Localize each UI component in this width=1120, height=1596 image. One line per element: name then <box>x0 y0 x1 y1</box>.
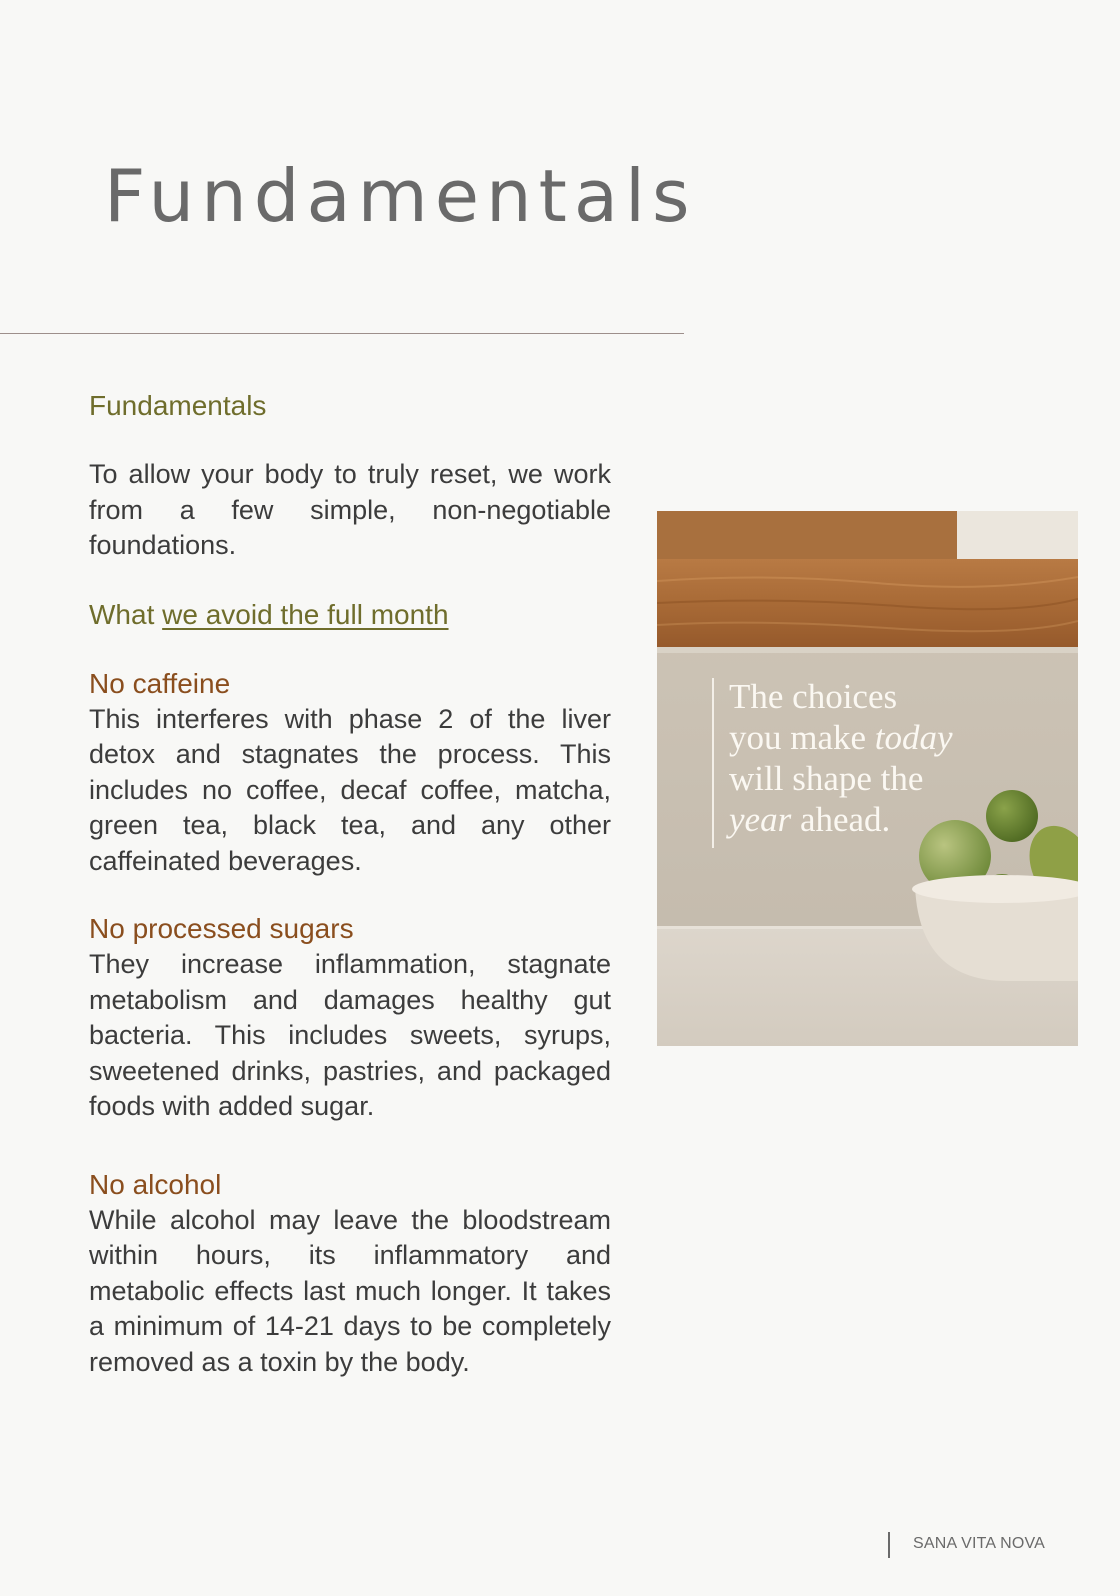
avoid-subheading-link[interactable]: we avoid the full month <box>162 598 449 630</box>
section-heading: Fundamentals <box>89 390 267 421</box>
avoid-subheading-prefix: What <box>89 598 163 630</box>
rule-text: This interferes with phase 2 of the liver detox and stagnates the process. This includes no coffee, decaf coffee, matcha, green tea, black tea, and any other caffeinated beverages. <box>89 703 611 876</box>
quote-accent-bar <box>712 678 714 848</box>
avoid-subheading <box>89 596 611 634</box>
photo-quote <box>729 676 1029 840</box>
rule-title: No processed sugars <box>89 913 354 944</box>
footer-brand: SANA VITA NOVA <box>913 1535 1046 1552</box>
rule-no-processed-sugars <box>89 911 611 1125</box>
quote-line-4-emphasis: year <box>729 800 792 839</box>
rule-no-caffeine <box>89 666 611 880</box>
footer-divider <box>888 1532 890 1558</box>
quote-line-2-emphasis: today <box>874 718 953 757</box>
page-title: Fundamentals <box>104 154 697 238</box>
rule-no-alcohol <box>89 1167 611 1381</box>
main-content <box>89 387 611 1380</box>
rule-title: No caffeine <box>89 667 231 699</box>
quote-line-3: will shape the <box>729 759 924 798</box>
intro-paragraph: To allow your body to truly reset, we work from a few simple, non-negotiable foundations. <box>89 459 611 560</box>
rule-title: No alcohol <box>89 1168 222 1200</box>
rule-text: They increase inflammation, stagnate metabolism and damages healthy gut bacteria. This includes sweets, syrups, sweetened drinks, pastries, and packaged foods with added sugar. <box>89 949 611 1121</box>
quote-line-2a: you make <box>729 718 875 757</box>
quote-line-1: The choices <box>729 677 898 716</box>
quote-line-4b: ahead. <box>791 800 891 839</box>
fruit-bowl-photo <box>657 511 1078 1046</box>
title-divider <box>0 333 684 334</box>
rule-text: While alcohol may leave the bloodstream within hours, its inflammatory and metabolic effects last much longer. It takes a minimum of 14-21 days to be completely removed as a toxin by the body. <box>89 1204 611 1377</box>
